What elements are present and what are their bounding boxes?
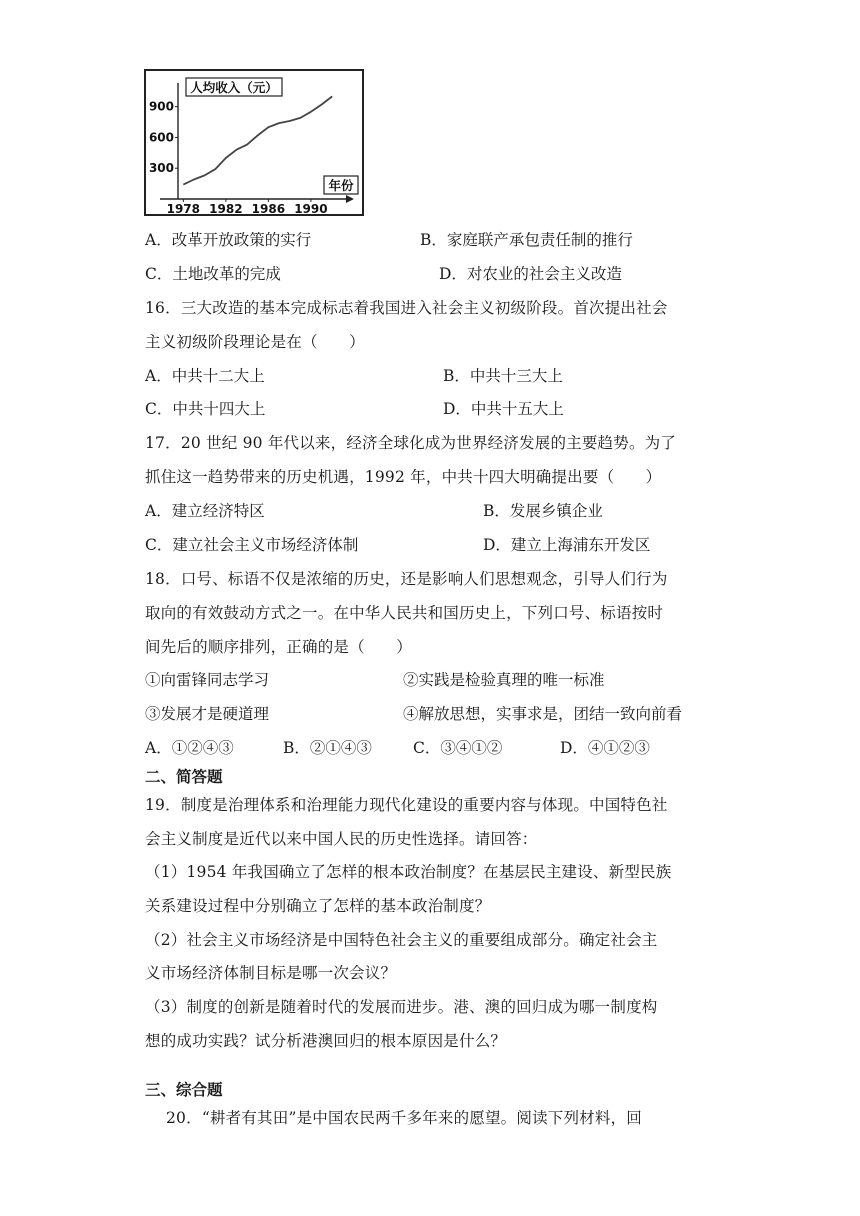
q15-option-b[interactable]: B．家庭联产承包责任制的推行	[420, 231, 633, 249]
x-tick-label-1986: 1986	[251, 202, 286, 214]
q16-stem-line1: 16．三大改造的基本完成标志着我国进入社会主义初级阶段。首次提出社会	[145, 299, 668, 317]
q18-item-3: ③发展才是硬道理	[145, 705, 270, 723]
q20-stem-line1: 20．“耕者有其田”是中国农民两千多年来的愿望。阅读下列材料，回	[166, 1109, 642, 1127]
income-chart	[144, 69, 364, 216]
q17-option-a[interactable]: A．建立经济特区	[145, 502, 265, 520]
y-tick-label-600: 600	[148, 130, 174, 145]
q17-option-d[interactable]: D．建立上海浦东开发区	[483, 536, 651, 554]
q19-part2-line1: （2）社会主义市场经济是中国特色社会主义的重要组成部分。确定社会主	[145, 931, 658, 949]
q19-part1-line2: 关系建设过程中分别确立了怎样的基本政治制度？	[145, 897, 491, 915]
income-chart-svg	[146, 71, 362, 214]
income-line	[183, 96, 332, 184]
x-axis-arrow	[346, 195, 354, 203]
q18-option-a[interactable]: A．①②④③	[145, 739, 234, 757]
x-tick-label-1978: 1978	[166, 202, 201, 214]
q15-option-c[interactable]: C．土地改革的完成	[145, 265, 281, 283]
q18-stem-line3: 间先后的顺序排列，正确的是（ ）	[145, 638, 412, 656]
q16-option-a[interactable]: A．中共十二大上	[145, 367, 265, 385]
q18-item-1: ①向雷锋同志学习	[145, 671, 270, 689]
q15-option-a[interactable]: A．改革开放政策的实行	[145, 231, 312, 249]
q17-stem-line2: 抓住这一趋势带来的历史机遇，1992 年，中共十四大明确提出要（ ）	[145, 468, 662, 486]
y-tick-label-300: 300	[148, 161, 174, 176]
q16-option-d[interactable]: D．中共十五大上	[443, 400, 564, 418]
section-2-title: 二、简答题	[145, 767, 223, 786]
q18-stem-line2: 取向的有效鼓动方式之一。在中华人民共和国历史上，下列口号、标语按时	[145, 604, 664, 622]
q19-part1-line1: （1）1954 年我国确立了怎样的根本政治制度？在基层民主建设、新型民族	[145, 863, 672, 881]
q19-stem-line2: 会主义制度是近代以来中国人民的历史性选择。请回答：	[145, 830, 538, 848]
q19-stem-line1: 19．制度是治理体系和治理能力现代化建设的重要内容与体现。中国特色社	[145, 796, 668, 814]
y-tick-label-900: 900	[148, 99, 174, 114]
q16-stem-line2: 主义初级阶段理论是在（ ）	[145, 333, 365, 351]
x-tick-label-1982: 1982	[209, 202, 243, 214]
q18-option-b[interactable]: B．②①④③	[283, 739, 372, 757]
q18-item-2: ②实践是检验真理的唯一标准	[403, 671, 605, 689]
q18-item-4: ④解放思想，实事求是，团结一致向前看	[403, 705, 683, 723]
q19-part2-line2: 义市场经济体制目标是哪一次会议？	[145, 964, 397, 982]
chart-ylabel: 人均收入（元）	[190, 80, 278, 95]
q18-stem-line1: 18．口号、标语不仅是浓缩的历史，还是影响人们思想观念，引导人们行为	[145, 570, 668, 588]
x-tick-label-1990: 1990	[294, 202, 328, 214]
q16-option-b[interactable]: B．中共十三大上	[443, 367, 563, 385]
q18-option-d[interactable]: D．④①②③	[560, 739, 650, 757]
q17-option-c[interactable]: C．建立社会主义市场经济体制	[145, 536, 359, 554]
q17-option-b[interactable]: B．发展乡镇企业	[483, 502, 603, 520]
section-3-title: 三、综合题	[145, 1080, 223, 1099]
q18-option-c[interactable]: C．③④①②	[413, 739, 503, 757]
q17-stem-line1: 17．20 世纪 90 年代以来，经济全球化成为世界经济发展的主要趋势。为了	[145, 434, 677, 452]
q19-part3-line1: （3）制度的创新是随着时代的发展而进步。港、澳的回归成为哪一制度构	[145, 998, 658, 1016]
q16-option-c[interactable]: C．中共十四大上	[145, 400, 266, 418]
chart-xlabel: 年份	[328, 178, 354, 193]
q19-part3-line2: 想的成功实践？试分析港澳回归的根本原因是什么？	[145, 1032, 507, 1050]
q15-option-d[interactable]: D．对农业的社会主义改造	[439, 265, 622, 283]
